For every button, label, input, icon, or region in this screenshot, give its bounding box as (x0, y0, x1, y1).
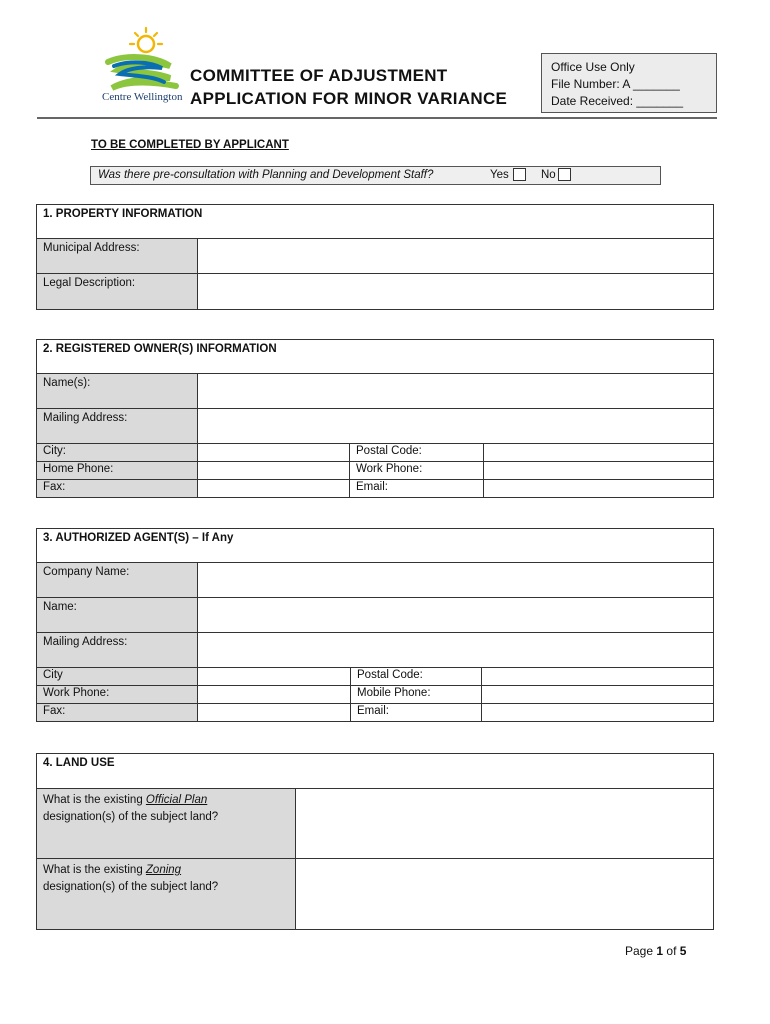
municipal-address-field[interactable] (198, 239, 713, 273)
owner-email-label: Email: (350, 480, 484, 497)
section-heading: 1. PROPERTY INFORMATION (37, 205, 713, 239)
registered-owner-section (36, 339, 714, 498)
official-plan-question (37, 789, 296, 858)
logo-caption: Centre Wellington (102, 91, 183, 103)
page-current: 1 (656, 944, 664, 958)
agent-city-label: City (37, 668, 198, 685)
section-heading: 3. AUTHORIZED AGENT(S) – If Any (37, 529, 713, 563)
office-use-label: Office Use Only (551, 60, 635, 74)
zoning-field[interactable] (296, 859, 713, 929)
official-plan-field[interactable] (296, 789, 713, 858)
legal-description-label: Legal Description: (37, 274, 198, 309)
property-information-section (36, 204, 714, 310)
agent-mobile-phone-label: Mobile Phone: (351, 686, 482, 703)
page-number (625, 944, 686, 958)
table-row (37, 789, 713, 859)
owner-work-phone-label: Work Phone: (350, 462, 484, 479)
legal-description-field[interactable] (198, 274, 713, 309)
table-row (37, 444, 713, 462)
owner-home-phone-label: Home Phone: (37, 462, 198, 479)
municipal-address-label: Municipal Address: (37, 239, 198, 273)
form-title-line1: COMMITTEE OF ADJUSTMENT (190, 66, 448, 85)
table-row (37, 274, 713, 309)
no-label: No (541, 169, 556, 181)
agent-postal-code-label: Postal Code: (351, 668, 482, 685)
table-row (37, 598, 713, 633)
owner-fax-field[interactable] (198, 480, 350, 497)
of-word: of (666, 944, 677, 958)
table-row (37, 239, 713, 274)
table-row (37, 480, 713, 497)
sun-icon (130, 28, 162, 52)
owner-names-label: Name(s): (37, 374, 198, 408)
agent-mailing-address-label: Mailing Address: (37, 633, 198, 667)
agent-fax-label: Fax: (37, 704, 198, 721)
table-row (37, 668, 713, 686)
owner-mailing-address-label: Mailing Address: (37, 409, 198, 443)
agent-work-phone-label: Work Phone: (37, 686, 198, 703)
table-row (37, 462, 713, 480)
agent-email-field[interactable] (482, 704, 713, 721)
yes-label: Yes (490, 169, 509, 181)
table-row (37, 633, 713, 668)
section-heading: 2. REGISTERED OWNER(S) INFORMATION (37, 340, 713, 374)
owner-postal-code-label: Postal Code: (350, 444, 484, 461)
table-row (37, 686, 713, 704)
owner-fax-label: Fax: (37, 480, 198, 497)
table-row (37, 704, 713, 721)
official-plan-term: Official Plan (145, 794, 208, 806)
owner-mailing-address-field[interactable] (198, 409, 713, 443)
table-row (37, 563, 713, 598)
agent-mobile-phone-field[interactable] (482, 686, 713, 703)
owner-city-label: City: (37, 444, 198, 461)
zoning-term: Zoning (145, 864, 182, 876)
header-divider (37, 117, 717, 119)
agent-postal-code-field[interactable] (482, 668, 713, 685)
owner-postal-code-field[interactable] (484, 444, 713, 461)
owner-home-phone-field[interactable] (198, 462, 350, 479)
applicant-heading: TO BE COMPLETED BY APPLICANT (91, 139, 289, 151)
owner-names-field[interactable] (198, 374, 713, 408)
table-row (37, 374, 713, 409)
office-use-box (541, 53, 717, 113)
authorized-agent-section (36, 528, 714, 722)
yes-checkbox[interactable] (513, 168, 526, 181)
agent-name-field[interactable] (198, 598, 713, 632)
agent-company-name-field[interactable] (198, 563, 713, 597)
zoning-question-suffix: designation(s) of the subject land? (43, 881, 219, 893)
no-checkbox[interactable] (558, 168, 571, 181)
agent-name-label: Name: (37, 598, 198, 632)
agent-work-phone-field[interactable] (198, 686, 351, 703)
land-use-section (36, 753, 714, 930)
owner-email-field[interactable] (484, 480, 713, 497)
preconsultation-row (90, 166, 661, 185)
form-title-line2: APPLICATION FOR MINOR VARIANCE (190, 89, 508, 108)
agent-company-name-label: Company Name: (37, 563, 198, 597)
date-received-label: Date Received: _______ (551, 94, 684, 108)
page-word: Page (625, 944, 654, 958)
zoning-question-prefix: What is the existing (43, 864, 146, 876)
table-row (37, 859, 713, 929)
agent-mailing-address-field[interactable] (198, 633, 713, 667)
file-number-label: File Number: A _______ (551, 77, 680, 91)
owner-work-phone-field[interactable] (484, 462, 713, 479)
preconsultation-question: Was there pre-consultation with Planning and Development Staff? (98, 169, 434, 181)
agent-city-field[interactable] (198, 668, 351, 685)
agent-fax-field[interactable] (198, 704, 351, 721)
agent-email-label: Email: (351, 704, 482, 721)
page-total: 5 (679, 944, 687, 958)
zoning-question (37, 859, 296, 929)
owner-city-field[interactable] (198, 444, 350, 461)
official-plan-question-suffix: designation(s) of the subject land? (43, 811, 219, 823)
table-row (37, 409, 713, 444)
section-heading: 4. LAND USE (37, 754, 713, 789)
official-plan-question-prefix: What is the existing (43, 794, 146, 806)
